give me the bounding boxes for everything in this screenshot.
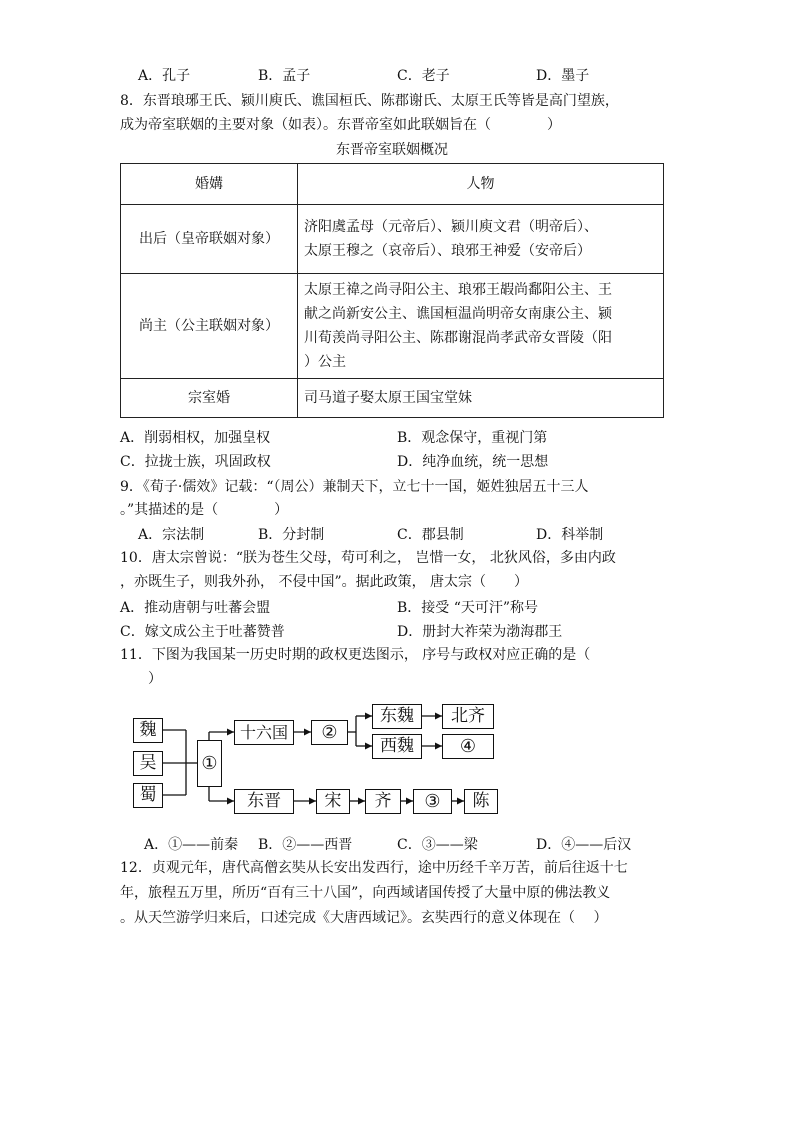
q12-stem-line3: 。从天竺游学归来后，口述完成《大唐西域记》。玄奘西行的意义体现在（ ） — [120, 910, 608, 926]
q10-stem-line1: 10．唐太宗曾说：“朕为苍生父母，苟可利之， 岂惜一女， 北狄风俗，多由内政 — [120, 550, 616, 566]
q9-option-c: C．郡县制 — [397, 527, 464, 543]
cell-line: 济阳虞孟母（元帝后）、颍川庾文君（明帝后）、 — [304, 219, 598, 235]
q8-option-c: C．拉拢士族，巩固政权 — [120, 454, 271, 470]
q10-option-c: C．嫁文成公主于吐蕃赞普 — [120, 624, 285, 640]
cell-line: 太原王穆之（哀帝后）、琅邪王神爱（安帝后） — [304, 243, 591, 259]
table-header-persons: 人物 — [298, 164, 664, 205]
q10-option-d: D．册封大祚荣为渤海郡王 — [397, 624, 563, 640]
cell-line: 川荀羡尚寻阳公主、陈郡谢混尚孝武帝女晋陵（阳 — [304, 330, 612, 346]
diagram-box-3: ③ — [413, 789, 452, 814]
q7-option-d: D．墨子 — [536, 68, 590, 84]
diagram-box-wu: 吴 — [133, 751, 163, 776]
cell-line: 太原王禕之尚寻阳公主、琅邪王嘏尚鄱阳公主、王 — [304, 282, 612, 298]
q8-stem-line2: 成为帝室联姻的主要对象（如表）。东晋帝室如此联姻旨在（ ） — [120, 117, 561, 133]
q7-option-b: B．孟子 — [258, 68, 311, 84]
diagram-box-west-wei: 西魏 — [372, 734, 422, 759]
q11-option-a: A．①——前秦 — [144, 837, 239, 853]
diagram-box-qi: 齐 — [365, 789, 401, 814]
diagram-box-sixteen-kingdoms: 十六国 — [234, 720, 294, 745]
table-row-label: 出后（皇帝联姻对象） — [121, 205, 298, 274]
q11-stem-line1: 11．下图为我国某一历史时期的政权更迭图示， 序号与政权对应正确的是（ — [120, 647, 591, 663]
cell-line: ）公主 — [304, 354, 346, 370]
q9-stem-line1: 9．《荀子·儒效》记载：“（周公）兼制天下，立七十一国，姬姓独居五十三人 — [120, 479, 589, 495]
q8-table-title: 东晋帝室联姻概况 — [336, 142, 448, 158]
q8-option-d: D．纯净血统，统一思想 — [397, 454, 549, 470]
q10-stem-line2: ，亦既生子，则我外孙， 不侵中国”。据此政策， 唐太宗（ ） — [120, 574, 529, 590]
q10-option-a: A．推动唐朝与吐蕃会盟 — [120, 600, 271, 616]
diagram-box-wei: 魏 — [133, 718, 163, 743]
diagram-box-north-qi: 北齐 — [442, 704, 494, 729]
diagram-box-song: 宋 — [316, 789, 350, 814]
q8-option-a: A．削弱相权，加强皇权 — [120, 430, 271, 446]
q9-option-b: B．分封制 — [258, 527, 325, 543]
table-row-label: 宗室婚 — [121, 379, 298, 418]
diagram-box-1: ① — [197, 740, 222, 787]
cell-line: 司马道子娶太原王国宝堂妹 — [304, 390, 472, 406]
q8-option-b: B．观念保守，重视门第 — [397, 430, 548, 446]
q11-stem-line2: ） — [120, 671, 162, 687]
table-header-marriage: 婚媾 — [121, 164, 298, 205]
diagram-box-shu: 蜀 — [133, 783, 163, 808]
diagram-box-east-wei: 东魏 — [372, 704, 422, 729]
diagram-box-4: ④ — [442, 734, 494, 759]
q10-option-b: B．接受 “天可汗”称号 — [397, 600, 539, 616]
q12-stem-line1: 12．贞观元年，唐代高僧玄奘从长安出发西行，途中历经千辛万苦，前后往返十七 — [120, 860, 628, 876]
q11-option-b: B．②——西晋 — [258, 837, 353, 853]
diagram-box-east-jin: 东晋 — [234, 789, 294, 814]
q11-option-c: C．③——梁 — [397, 837, 478, 853]
diagram-box-chen: 陈 — [464, 789, 498, 814]
q11-option-d: D．④——后汉 — [536, 837, 632, 853]
table-row-label: 尚主（公主联姻对象） — [121, 274, 298, 379]
q12-stem-line2: 年，旅程五万里，所历“百有三十八国”，向西域诸国传授了大量中原的佛法教义 — [120, 885, 611, 901]
cell-line: 献之尚新安公主、谯国桓温尚明帝女南康公主、颍 — [304, 306, 612, 322]
diagram-box-2: ② — [311, 720, 348, 745]
q8-stem-line1: 8．东晋琅琊王氏、颍川庾氏、谯国桓氏、陈郡谢氏、太原王氏等皆是高门望族， — [120, 93, 619, 109]
q9-stem-line2: 。”其描述的是（ ） — [120, 502, 289, 518]
q7-option-c: C．老子 — [397, 68, 450, 84]
q7-option-a: A．孔子 — [138, 68, 191, 84]
q9-option-a: A．宗法制 — [138, 527, 205, 543]
q9-option-d: D．科举制 — [536, 527, 604, 543]
